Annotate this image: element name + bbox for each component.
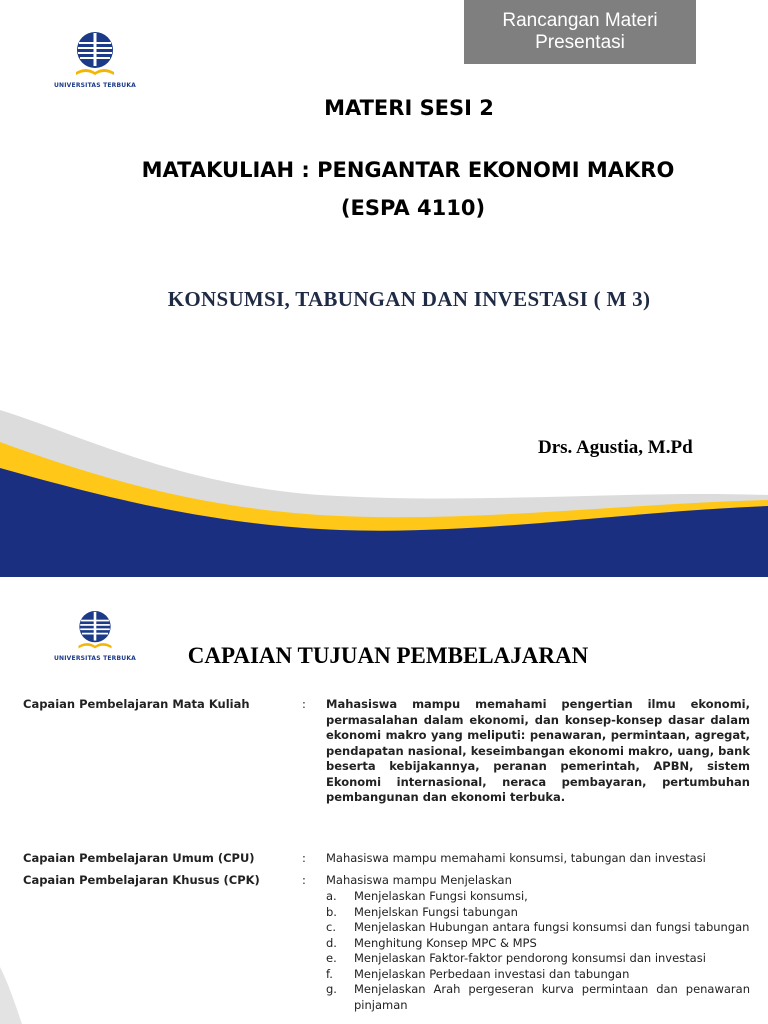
- badge-line-1: Rancangan Materi: [502, 10, 658, 31]
- objectives-slide: [0, 587, 768, 1024]
- author-name: Drs. Agustia, M.Pd: [538, 437, 693, 458]
- row-label: Capaian Pembelajaran Khusus (CPK): [23, 873, 260, 887]
- logo-text: UNIVERSITAS TERBUKA: [53, 82, 137, 89]
- list-item: f. Menjelaskan Perbedaan investasi dan tabungan: [326, 966, 630, 981]
- row-colon: :: [302, 851, 306, 865]
- row-colon: :: [302, 873, 306, 887]
- list-item: b. Menjelskan Fungsi tabungan: [326, 904, 518, 919]
- row-value: Mahasiswa mampu Menjelaskan: [326, 873, 512, 887]
- row-value: Mahasiswa mampu memahami konsumsi, tabungan dan investasi: [326, 851, 706, 865]
- list-item: d. Menghitung Konsep MPC & MPS: [326, 935, 537, 950]
- logo-text: UNIVERSITAS TERBUKA: [53, 655, 137, 662]
- decorative-waves: [0, 380, 768, 577]
- list-item: e. Menjelaskan Faktor-faktor pendorong konsumsi dan investasi: [326, 951, 706, 965]
- university-logo: [50, 30, 140, 89]
- course-code: (ESPA 4110): [340, 196, 486, 220]
- slide-separator: [0, 577, 768, 587]
- row-label: Capaian Pembelajaran Umum (CPU): [23, 851, 255, 865]
- list-item: c. Menjelaskan Hubungan antara fungsi konsumsi dan fungsi tabungan: [326, 920, 750, 934]
- list-item: g. Menjelaskan Arah pergeseran kurva permintaan dan penawaran pinjaman: [326, 982, 750, 1012]
- row-value: Mahasiswa mampu memahami pengertian ilmu ekonomi, permasalahan dalam ekonomi, dan konsep-konsep dasar dalam ekonomi makro yang meliputi: penawaran, permintaan, agregat, pendapatan nasional, keseimbangan ekonomi makro, uang, bank beserta kebijakannya, peranan pemerintah, APBN, sistem Ekonomi internasional, neraca pembayaran, pertumbuhan pembangunan dan ekonomi terbuka.: [326, 697, 750, 804]
- list-item: a. Menjelaskan Fungsi konsumsi,: [326, 889, 528, 903]
- cpk-list: [326, 889, 750, 1013]
- badge-line-2: Presentasi: [535, 32, 625, 53]
- course-title: MATAKULIAH : PENGANTAR EKONOMI MAKRO: [141, 158, 675, 182]
- row-colon: :: [302, 697, 306, 711]
- slide-title: CAPAIAN TUJUAN PEMBELAJARAN: [187, 643, 589, 668]
- topic-title: KONSUMSI, TABUNGAN DAN INVESTASI ( M 3): [167, 287, 651, 311]
- ut-emblem-icon: [72, 30, 118, 80]
- row-label: Capaian Pembelajaran Mata Kuliah: [23, 697, 250, 711]
- session-title: MATERI SESI 2: [324, 96, 494, 120]
- presentation-badge: [464, 0, 696, 64]
- decorative-corner: [0, 967, 30, 1024]
